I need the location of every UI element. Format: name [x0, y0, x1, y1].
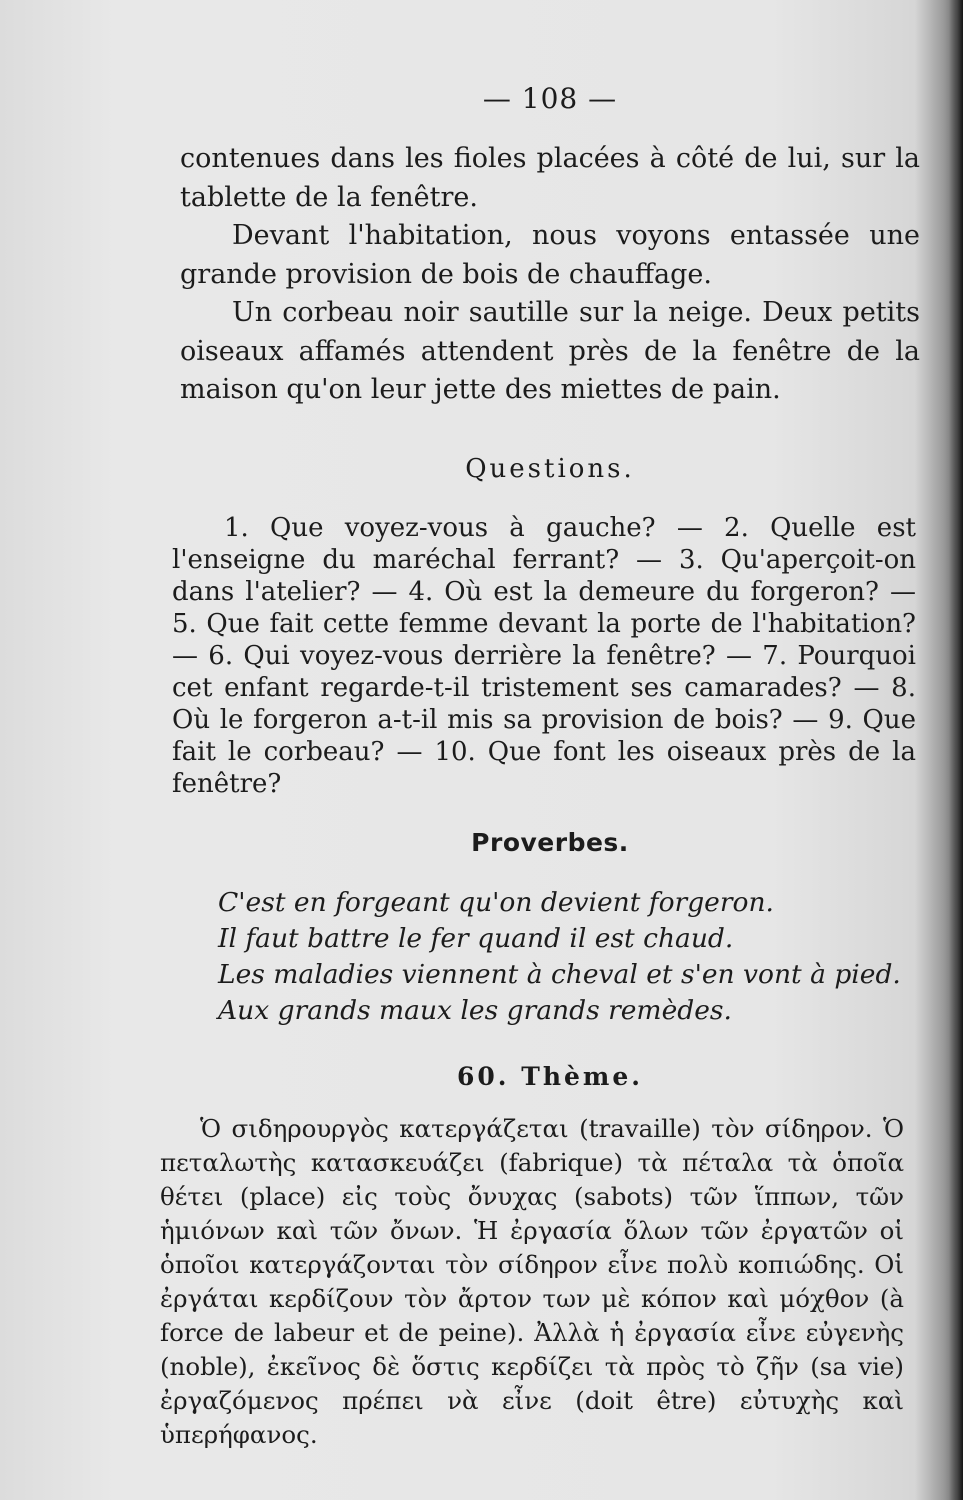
proverb-line: Les maladies viennent à cheval et s'en vont à pied. [218, 959, 901, 990]
proverbs-list [218, 885, 918, 1029]
theme-heading: 60. Thème. [457, 1062, 643, 1091]
intro-paragraph: Devant l'habitation, nous voyons entassée une grande provision de bois de chauffage. [180, 220, 920, 290]
page-edge-shadow [949, 0, 963, 1500]
theme-text [160, 1112, 904, 1452]
intro-paragraph: Un corbeau noir sautille sur la neige. Deux petits oiseaux affamés attendent près de la fenêtre de la maison qu'on leur jette des miettes de pain. [180, 297, 920, 405]
intro-paragraph: contenues dans les fioles placées à côté de lui, sur la tablette de la fenêtre. [180, 143, 920, 213]
proverb-line: Il faut battre le fer quand il est chaud. [218, 923, 734, 954]
questions-heading: Questions. [465, 454, 635, 484]
proverbs-heading: Proverbes. [471, 828, 629, 857]
page-number: — 108 — [482, 82, 618, 115]
theme-paragraph: Ὁ σιδηρουργὸς κατεργάζεται (travaille) τὸν σίδηρον. Ὁ πεταλωτὴς κατασκευάζει (fabrique) τὰ πέταλα τὰ ὁποῖα θέτει (place) εἰς τοὺς ὄνυχας (sabots) τῶν ἵππων, τῶν ἡμιόνων καὶ τῶν ὄνων. Ἡ ἐργασία ὅλων τῶν ἐργατῶν οἱ ὁποῖοι κατεργάζονται τὸν σίδηρον εἶνε πολὺ κοπιώδης. Οἱ ἐργάται κερδίζουν τὸν ἄρτον των μὲ κόπον καὶ μόχθον (à force de labeur et de peine). Ἀλλὰ ἡ ἐργασία εἶνε εὐγενὴς (noble), ἐκεῖνος δὲ ὅστις κερδίζει τὰ πρὸς τὸ ζῆν (sa vie) ἐργαζόμενος πρέπει νὰ εἶνε (doit être) εὐτυχὴς καὶ ὑπερήφανος. [160, 1114, 904, 1449]
proverb-line: Aux grands maux les grands remèdes. [218, 995, 732, 1026]
intro-text [180, 140, 920, 410]
proverb-line: C'est en forgeant qu'on devient forgeron. [218, 887, 774, 918]
questions-text [172, 512, 916, 800]
questions-paragraph: 1. Que voyez-vous à gauche? — 2. Quelle est l'enseigne du maréchal ferrant? — 3. Qu'aperçoit-on dans l'atelier? — 4. Où est la demeure du forgeron? — 5. Que fait cette femme devant la porte de l'habitation? — 6. Qui voyez-vous derrière la fenêtre? — 7. Pourquoi cet enfant regarde-t-il tristement ses camarades? — 8. Où le forgeron a-t-il mis sa provision de bois? — 9. Que fait le corbeau? — 10. Que font les oiseaux près de la fenêtre? [172, 513, 916, 799]
